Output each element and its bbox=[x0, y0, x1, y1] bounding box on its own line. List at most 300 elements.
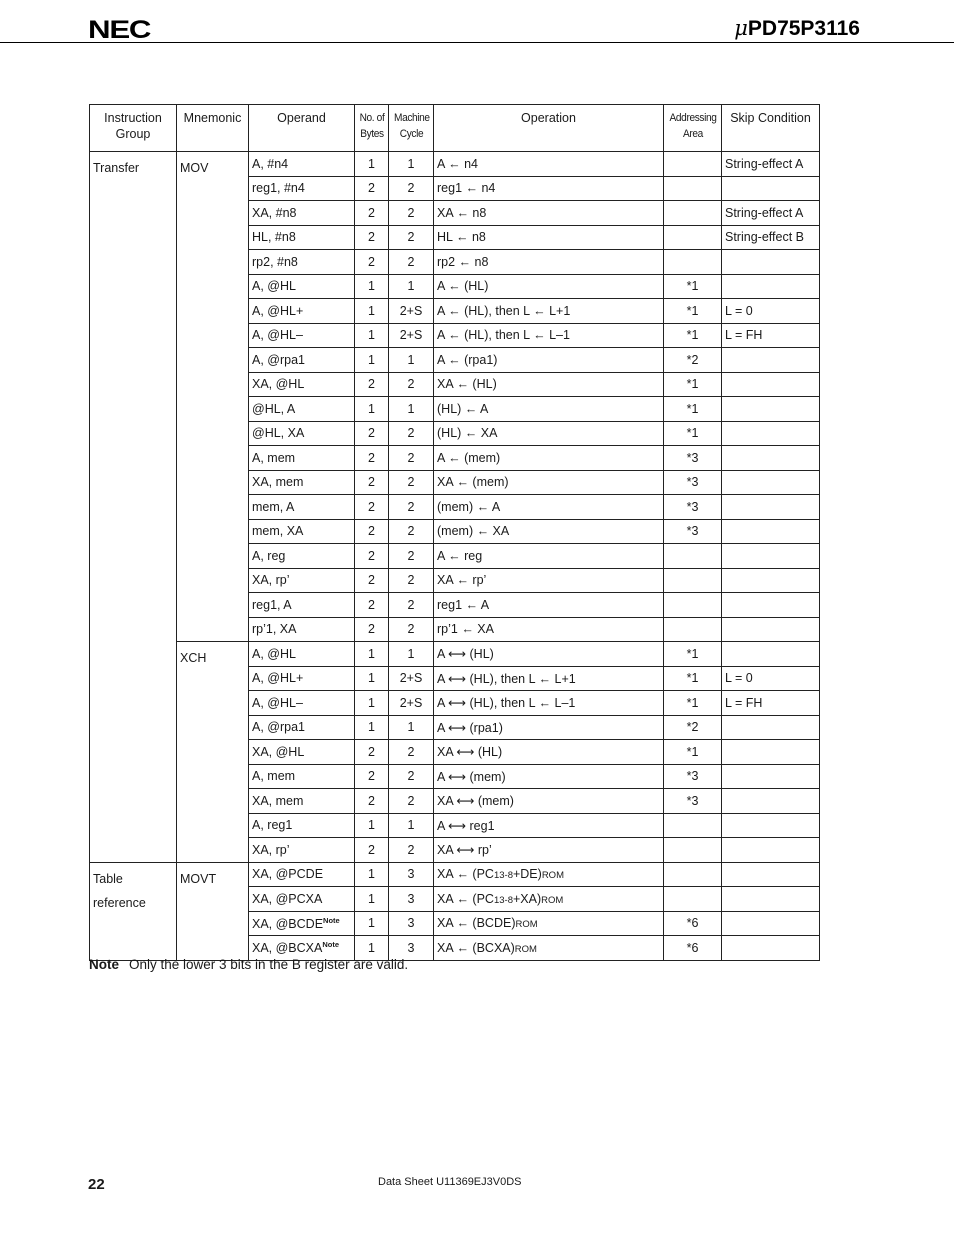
operand-text: reg1, #n4 bbox=[252, 181, 305, 196]
header-operation: Operation bbox=[434, 105, 664, 152]
operation-text: A ← (rpa1) bbox=[437, 352, 498, 367]
operation-subscript: 13-8 bbox=[493, 870, 513, 882]
operand-cell bbox=[249, 740, 355, 765]
note-marker: Note bbox=[323, 915, 340, 925]
addressing-area-cell: *3 bbox=[664, 446, 722, 471]
operand-text: A, @HL+ bbox=[252, 671, 304, 686]
addressing-area-cell bbox=[664, 593, 722, 618]
mnemonic-cell: MOVT bbox=[177, 862, 249, 960]
machine-cycle-cell: 2 bbox=[389, 250, 434, 275]
operation-text: A ← (HL) bbox=[437, 279, 489, 294]
operation-cell bbox=[434, 936, 664, 961]
header-mnemonic: Mnemonic bbox=[177, 105, 249, 152]
addressing-area-cell: *1 bbox=[664, 740, 722, 765]
addressing-area-cell bbox=[664, 887, 722, 912]
skip-condition-cell bbox=[722, 568, 820, 593]
operand-text: mem, A bbox=[252, 499, 295, 514]
bytes-cell: 1 bbox=[355, 274, 389, 299]
operand-text: XA, mem bbox=[252, 793, 304, 808]
mnemonic-cell: MOV bbox=[177, 152, 249, 642]
addressing-area-cell: *6 bbox=[664, 936, 722, 961]
bytes-cell: 1 bbox=[355, 813, 389, 838]
skip-condition-cell bbox=[722, 642, 820, 667]
header-divider bbox=[0, 42, 954, 43]
machine-cycle-cell: 2 bbox=[389, 225, 434, 250]
table-body bbox=[90, 152, 820, 961]
bytes-cell: 1 bbox=[355, 299, 389, 324]
operation-cell bbox=[434, 225, 664, 250]
operand-text: A, @HL– bbox=[252, 695, 303, 710]
operand-cell bbox=[249, 225, 355, 250]
addressing-area-cell bbox=[664, 838, 722, 863]
operation-cell bbox=[434, 397, 664, 422]
bytes-cell: 2 bbox=[355, 250, 389, 275]
addressing-area-cell bbox=[664, 201, 722, 226]
header-bytes: No. of Bytes bbox=[356, 105, 387, 152]
addressing-area-cell bbox=[664, 813, 722, 838]
operation-cell bbox=[434, 299, 664, 324]
skip-condition-cell bbox=[722, 764, 820, 789]
operation-cell bbox=[434, 152, 664, 177]
operation-text: XA ⟷ (mem) bbox=[437, 794, 514, 809]
operand-cell bbox=[249, 323, 355, 348]
addressing-area-cell: *2 bbox=[664, 715, 722, 740]
operation-text: XA ← (BCDE) bbox=[437, 916, 516, 931]
machine-cycle-cell: 2 bbox=[389, 470, 434, 495]
operand-text: A, #n4 bbox=[252, 156, 289, 171]
machine-cycle-cell: 3 bbox=[389, 936, 434, 961]
operation-cell bbox=[434, 715, 664, 740]
machine-cycle-cell: 2 bbox=[389, 201, 434, 226]
operation-subscript: ROM bbox=[515, 919, 538, 931]
skip-condition-cell: String-effect B bbox=[722, 225, 820, 250]
bytes-cell: 2 bbox=[355, 617, 389, 642]
operation-cell bbox=[434, 495, 664, 520]
operand-cell bbox=[249, 250, 355, 275]
operand-cell bbox=[249, 446, 355, 471]
operand-text: XA, @PCXA bbox=[252, 891, 323, 906]
addressing-area-cell: *1 bbox=[664, 421, 722, 446]
operation-cell bbox=[434, 470, 664, 495]
machine-cycle-cell: 2 bbox=[389, 789, 434, 814]
bytes-cell: 2 bbox=[355, 789, 389, 814]
bytes-cell: 2 bbox=[355, 495, 389, 520]
table-row bbox=[90, 152, 820, 177]
part-number-title bbox=[734, 16, 860, 41]
header-addressing-area: Addressing Area bbox=[666, 105, 719, 152]
operand-cell bbox=[249, 911, 355, 936]
operation-text: (mem) ← XA bbox=[437, 524, 510, 539]
operand-text: reg1, A bbox=[252, 597, 292, 612]
operand-cell bbox=[249, 470, 355, 495]
operation-text: rp’1 ← XA bbox=[437, 622, 494, 637]
operation-cell bbox=[434, 862, 664, 887]
bytes-cell: 2 bbox=[355, 446, 389, 471]
operation-text: XA ← (PC bbox=[437, 867, 494, 882]
bytes-cell: 2 bbox=[355, 544, 389, 569]
bytes-cell: 2 bbox=[355, 568, 389, 593]
operand-text: A, @HL bbox=[252, 279, 296, 294]
operation-text: A ⟷ reg1 bbox=[437, 818, 495, 833]
operation-subscript: ROM bbox=[514, 943, 537, 955]
header-machine-cycle: Machine Cycle bbox=[390, 105, 431, 152]
operation-cell bbox=[434, 740, 664, 765]
operation-text: XA ← (mem) bbox=[437, 475, 509, 490]
skip-condition-cell bbox=[722, 887, 820, 912]
addressing-area-cell bbox=[664, 544, 722, 569]
skip-condition-cell bbox=[722, 372, 820, 397]
machine-cycle-cell: 2+S bbox=[389, 666, 434, 691]
machine-cycle-cell: 2 bbox=[389, 617, 434, 642]
operand-cell bbox=[249, 348, 355, 373]
addressing-area-cell: *3 bbox=[664, 764, 722, 789]
operand-text: XA, @HL bbox=[252, 744, 305, 759]
operation-cell bbox=[434, 593, 664, 618]
operand-cell bbox=[249, 568, 355, 593]
bytes-cell: 1 bbox=[355, 887, 389, 912]
operation-text: (HL) ← A bbox=[437, 401, 489, 416]
machine-cycle-cell: 2 bbox=[389, 838, 434, 863]
skip-condition-cell bbox=[722, 495, 820, 520]
operation-cell bbox=[434, 544, 664, 569]
addressing-area-cell: *1 bbox=[664, 299, 722, 324]
bytes-cell: 1 bbox=[355, 691, 389, 716]
operation-subscript: ROM bbox=[541, 894, 564, 906]
machine-cycle-cell: 2+S bbox=[389, 691, 434, 716]
operation-text: reg1 ← A bbox=[437, 597, 490, 612]
addressing-area-cell bbox=[664, 568, 722, 593]
skip-condition-cell bbox=[722, 911, 820, 936]
operation-text: A ← (HL), then L ← L+1 bbox=[437, 303, 571, 318]
bytes-cell: 1 bbox=[355, 862, 389, 887]
addressing-area-cell bbox=[664, 617, 722, 642]
skip-condition-cell bbox=[722, 519, 820, 544]
operand-text: A, @rpa1 bbox=[252, 720, 305, 735]
addressing-area-cell bbox=[664, 176, 722, 201]
machine-cycle-cell: 1 bbox=[389, 642, 434, 667]
operation-subscript: 13-8 bbox=[493, 894, 513, 906]
nec-logo: NEC bbox=[88, 16, 151, 44]
operation-cell bbox=[434, 568, 664, 593]
operand-text: HL, #n8 bbox=[252, 230, 296, 245]
skip-condition-cell bbox=[722, 936, 820, 961]
bytes-cell: 1 bbox=[355, 152, 389, 177]
addressing-area-cell: *2 bbox=[664, 348, 722, 373]
addressing-area-cell: *1 bbox=[664, 274, 722, 299]
note bbox=[89, 957, 408, 972]
addressing-area-cell: *3 bbox=[664, 470, 722, 495]
note-label: Note bbox=[89, 957, 119, 972]
operand-text: XA, @HL bbox=[252, 377, 305, 392]
operation-text: XA ← rp’ bbox=[437, 573, 487, 588]
skip-condition-cell: L = 0 bbox=[722, 666, 820, 691]
machine-cycle-cell: 2 bbox=[389, 593, 434, 618]
machine-cycle-cell: 2 bbox=[389, 176, 434, 201]
machine-cycle-cell: 1 bbox=[389, 715, 434, 740]
addressing-area-cell: *1 bbox=[664, 323, 722, 348]
skip-condition-cell: String-effect A bbox=[722, 201, 820, 226]
machine-cycle-cell: 2 bbox=[389, 495, 434, 520]
page-number: 22 bbox=[88, 1176, 105, 1193]
operation-cell bbox=[434, 421, 664, 446]
bytes-cell: 2 bbox=[355, 372, 389, 397]
machine-cycle-cell: 2 bbox=[389, 519, 434, 544]
skip-condition-cell bbox=[722, 740, 820, 765]
machine-cycle-cell: 2+S bbox=[389, 323, 434, 348]
note-text: Only the lower 3 bits in the B register are valid. bbox=[129, 957, 409, 972]
operand-cell bbox=[249, 764, 355, 789]
addressing-area-cell bbox=[664, 250, 722, 275]
operation-cell bbox=[434, 789, 664, 814]
operation-text: A ⟷ (HL), then L ← L–1 bbox=[437, 696, 576, 711]
operand-text: XA, #n8 bbox=[252, 205, 297, 220]
note-marker: Note bbox=[322, 940, 340, 950]
operation-cell bbox=[434, 813, 664, 838]
machine-cycle-cell: 1 bbox=[389, 348, 434, 373]
addressing-area-cell: *1 bbox=[664, 372, 722, 397]
operand-cell bbox=[249, 715, 355, 740]
operand-cell bbox=[249, 593, 355, 618]
operation-text: A ⟷ (mem) bbox=[437, 769, 506, 784]
mnemonic-cell: XCH bbox=[177, 642, 249, 863]
bytes-cell: 2 bbox=[355, 421, 389, 446]
skip-condition-cell: String-effect A bbox=[722, 152, 820, 177]
addressing-area-cell: *1 bbox=[664, 691, 722, 716]
operand-text: XA, mem bbox=[252, 475, 304, 490]
operation-text: XA ← (HL) bbox=[437, 377, 497, 392]
operation-cell bbox=[434, 348, 664, 373]
operation-cell bbox=[434, 446, 664, 471]
operation-text: A ← (HL), then L ← L–1 bbox=[437, 328, 570, 343]
operand-text: A, mem bbox=[252, 769, 296, 784]
bytes-cell: 2 bbox=[355, 519, 389, 544]
machine-cycle-cell: 2 bbox=[389, 740, 434, 765]
operation-text: XA ⟷ rp’ bbox=[437, 843, 492, 858]
skip-condition-cell bbox=[722, 348, 820, 373]
operation-text: A ⟷ (rpa1) bbox=[437, 720, 503, 735]
table-row bbox=[90, 862, 820, 887]
operation-text: (HL) ← XA bbox=[437, 426, 498, 441]
operation-text: A ← (mem) bbox=[437, 450, 501, 465]
bytes-cell: 1 bbox=[355, 397, 389, 422]
operand-text: A, @rpa1 bbox=[252, 352, 305, 367]
operand-text: A, @HL bbox=[252, 646, 296, 661]
machine-cycle-cell: 3 bbox=[389, 862, 434, 887]
operation-text: XA ← n8 bbox=[437, 205, 487, 220]
bytes-cell: 1 bbox=[355, 642, 389, 667]
addressing-area-cell bbox=[664, 152, 722, 177]
addressing-area-cell: *1 bbox=[664, 397, 722, 422]
operand-cell bbox=[249, 642, 355, 667]
operand-cell bbox=[249, 299, 355, 324]
header-skip-condition: Skip Condition bbox=[722, 105, 820, 152]
bytes-cell: 1 bbox=[355, 715, 389, 740]
machine-cycle-cell: 3 bbox=[389, 911, 434, 936]
operation-cell bbox=[434, 372, 664, 397]
document-id: Data Sheet U11369EJ3V0DS bbox=[378, 1176, 522, 1188]
operand-cell bbox=[249, 862, 355, 887]
operation-text: XA ← (PC bbox=[437, 891, 494, 906]
operand-cell bbox=[249, 887, 355, 912]
operation-cell bbox=[434, 617, 664, 642]
skip-condition-cell bbox=[722, 446, 820, 471]
operand-cell bbox=[249, 372, 355, 397]
operation-cell bbox=[434, 666, 664, 691]
skip-condition-cell bbox=[722, 715, 820, 740]
operand-cell bbox=[249, 201, 355, 226]
addressing-area-cell bbox=[664, 862, 722, 887]
operation-text: A ← reg bbox=[437, 548, 483, 563]
part-prefix: μ bbox=[734, 16, 748, 40]
operand-cell bbox=[249, 176, 355, 201]
header-instruction-group: Instruction Group bbox=[90, 105, 177, 152]
operation-text: XA ⟷ (HL) bbox=[437, 745, 503, 760]
operation-cell bbox=[434, 887, 664, 912]
operand-cell bbox=[249, 152, 355, 177]
operation-cell bbox=[434, 323, 664, 348]
skip-condition-cell bbox=[722, 813, 820, 838]
skip-condition-cell bbox=[722, 250, 820, 275]
operation-cell bbox=[434, 519, 664, 544]
operand-cell bbox=[249, 838, 355, 863]
bytes-cell: 2 bbox=[355, 593, 389, 618]
operation-text: A ⟷ (HL) bbox=[437, 647, 494, 662]
operation-cell bbox=[434, 176, 664, 201]
addressing-area-cell: *6 bbox=[664, 911, 722, 936]
operation-cell bbox=[434, 838, 664, 863]
operation-subscript: ROM bbox=[541, 870, 564, 882]
addressing-area-cell bbox=[664, 225, 722, 250]
operation-text: (mem) ← A bbox=[437, 499, 501, 514]
operand-text: A, @HL+ bbox=[252, 303, 304, 318]
instruction-table bbox=[89, 104, 820, 961]
skip-condition-cell bbox=[722, 544, 820, 569]
operand-cell bbox=[249, 495, 355, 520]
machine-cycle-cell: 2 bbox=[389, 446, 434, 471]
skip-condition-cell: L = 0 bbox=[722, 299, 820, 324]
table-row bbox=[90, 642, 820, 667]
addressing-area-cell: *3 bbox=[664, 789, 722, 814]
operation-cell bbox=[434, 691, 664, 716]
operation-text: XA ← (BCXA) bbox=[437, 940, 515, 955]
skip-condition-cell bbox=[722, 397, 820, 422]
operand-text: XA, @BCDE bbox=[252, 916, 324, 931]
operation-cell bbox=[434, 911, 664, 936]
bytes-cell: 2 bbox=[355, 201, 389, 226]
part-name: PD75P3116 bbox=[747, 17, 860, 40]
addressing-area-cell: *1 bbox=[664, 666, 722, 691]
skip-condition-cell bbox=[722, 274, 820, 299]
operand-text: XA, rp’ bbox=[252, 573, 290, 588]
operand-text: XA, rp’ bbox=[252, 842, 290, 857]
operand-text: @HL, XA bbox=[252, 426, 305, 441]
operation-cell bbox=[434, 250, 664, 275]
operation-text: reg1 ← n4 bbox=[437, 181, 496, 196]
machine-cycle-cell: 2 bbox=[389, 421, 434, 446]
operand-text: A, mem bbox=[252, 450, 296, 465]
operation-text: rp2 ← n8 bbox=[437, 254, 489, 269]
skip-condition-cell bbox=[722, 470, 820, 495]
skip-condition-cell: L = FH bbox=[722, 323, 820, 348]
machine-cycle-cell: 1 bbox=[389, 152, 434, 177]
skip-condition-cell bbox=[722, 593, 820, 618]
operation-text: +XA) bbox=[512, 891, 542, 906]
bytes-cell: 1 bbox=[355, 666, 389, 691]
operand-cell bbox=[249, 397, 355, 422]
operand-cell bbox=[249, 666, 355, 691]
skip-condition-cell bbox=[722, 789, 820, 814]
operand-text: XA, @PCDE bbox=[252, 867, 324, 882]
machine-cycle-cell: 2 bbox=[389, 568, 434, 593]
operation-cell bbox=[434, 274, 664, 299]
operation-text: A ⟷ (HL), then L ← L+1 bbox=[437, 671, 576, 686]
operand-text: A, @HL– bbox=[252, 328, 303, 343]
machine-cycle-cell: 1 bbox=[389, 397, 434, 422]
operand-cell bbox=[249, 519, 355, 544]
operand-text: rp’1, XA bbox=[252, 622, 297, 637]
operation-cell bbox=[434, 764, 664, 789]
operation-text: HL ← n8 bbox=[437, 230, 486, 245]
skip-condition-cell: L = FH bbox=[722, 691, 820, 716]
operand-cell bbox=[249, 789, 355, 814]
operand-cell bbox=[249, 544, 355, 569]
operand-cell bbox=[249, 813, 355, 838]
skip-condition-cell bbox=[722, 176, 820, 201]
operand-cell bbox=[249, 691, 355, 716]
operand-cell bbox=[249, 274, 355, 299]
instruction-group-cell: Transfer bbox=[90, 152, 177, 863]
skip-condition-cell bbox=[722, 617, 820, 642]
bytes-cell: 2 bbox=[355, 225, 389, 250]
operand-text: mem, XA bbox=[252, 524, 304, 539]
addressing-area-cell: *3 bbox=[664, 519, 722, 544]
operation-cell bbox=[434, 642, 664, 667]
operand-cell bbox=[249, 421, 355, 446]
table-header-row bbox=[90, 105, 820, 152]
addressing-area-cell: *1 bbox=[664, 642, 722, 667]
operand-cell bbox=[249, 617, 355, 642]
operation-text: +DE) bbox=[512, 867, 542, 882]
machine-cycle-cell: 1 bbox=[389, 274, 434, 299]
operation-cell bbox=[434, 201, 664, 226]
bytes-cell: 2 bbox=[355, 470, 389, 495]
operand-text: XA, @BCXA bbox=[252, 941, 323, 956]
machine-cycle-cell: 2 bbox=[389, 372, 434, 397]
addressing-area-cell: *3 bbox=[664, 495, 722, 520]
bytes-cell: 1 bbox=[355, 911, 389, 936]
machine-cycle-cell: 2+S bbox=[389, 299, 434, 324]
skip-condition-cell bbox=[722, 838, 820, 863]
operand-text: A, reg1 bbox=[252, 818, 293, 833]
operand-text: @HL, A bbox=[252, 401, 296, 416]
bytes-cell: 2 bbox=[355, 740, 389, 765]
operand-text: A, reg bbox=[252, 548, 286, 563]
machine-cycle-cell: 3 bbox=[389, 887, 434, 912]
operation-text: A ← n4 bbox=[437, 156, 478, 171]
operand-text: rp2, #n8 bbox=[252, 254, 298, 269]
instruction-group-cell: Table reference bbox=[90, 862, 177, 960]
skip-condition-cell bbox=[722, 421, 820, 446]
machine-cycle-cell: 1 bbox=[389, 813, 434, 838]
bytes-cell: 2 bbox=[355, 176, 389, 201]
skip-condition-cell bbox=[722, 862, 820, 887]
header-operand: Operand bbox=[249, 105, 355, 152]
bytes-cell: 2 bbox=[355, 764, 389, 789]
bytes-cell: 1 bbox=[355, 348, 389, 373]
bytes-cell: 2 bbox=[355, 838, 389, 863]
bytes-cell: 1 bbox=[355, 936, 389, 961]
bytes-cell: 1 bbox=[355, 323, 389, 348]
